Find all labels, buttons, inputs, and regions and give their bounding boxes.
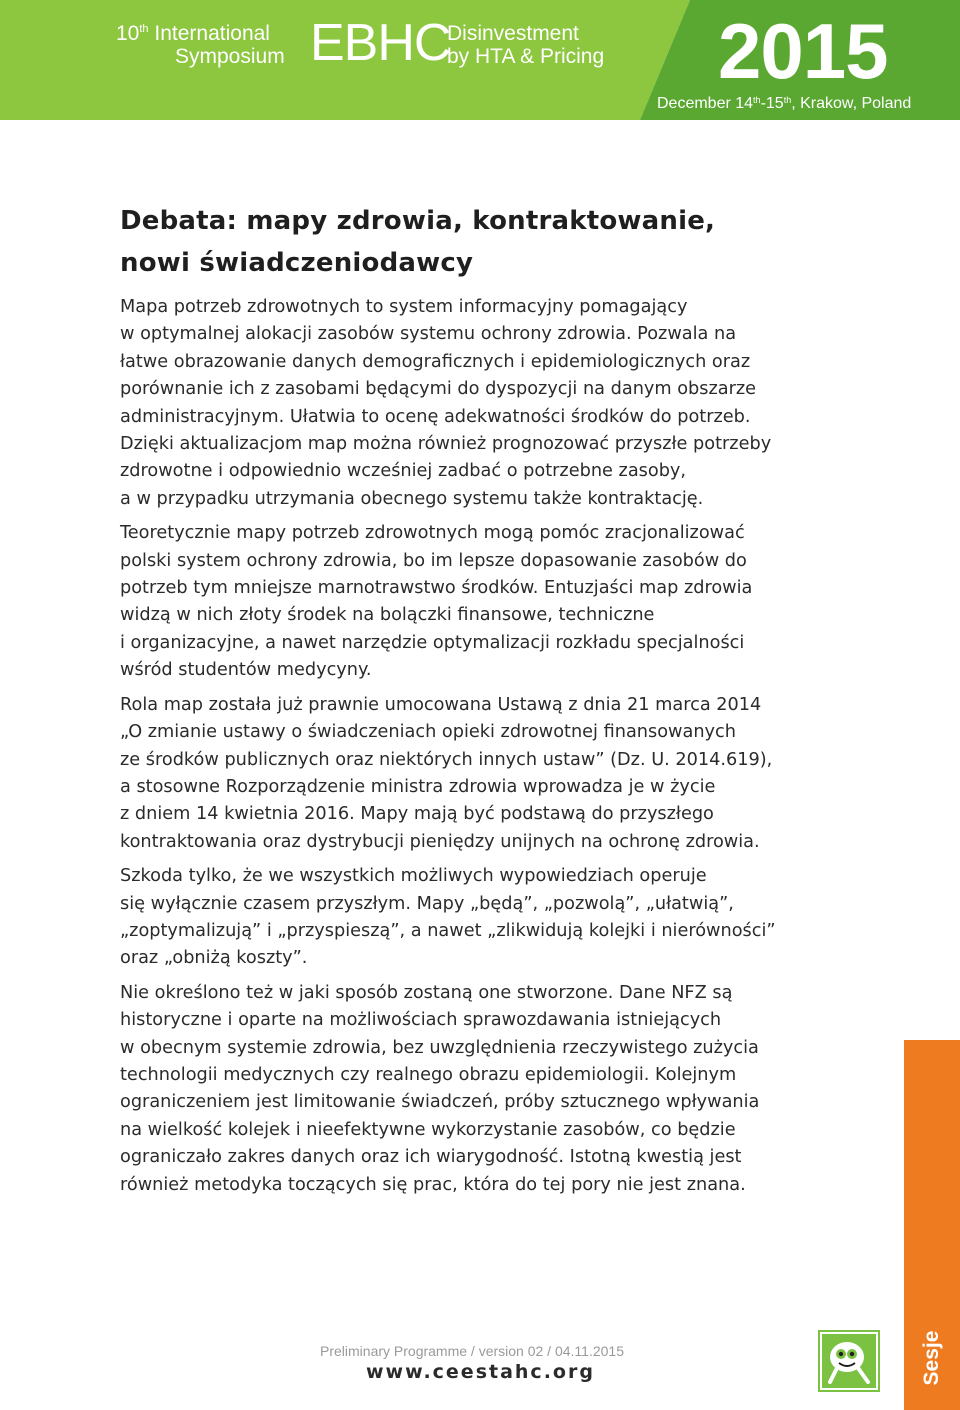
paragraph-line: i organizacyjne, a nawet narzędzie optymalizacji rozkładu specjalności [120, 632, 745, 653]
paragraph-line: „O zmianie ustawy o świadczeniach opieki zdrowotnej finansowanych [120, 722, 736, 743]
topic-label [447, 22, 604, 68]
paragraph-line: potrzeb tym mniejsze marnotrawstwo środków. Entuzjaści map zdrowia [120, 578, 753, 599]
article [120, 200, 840, 1206]
symposium-line1: International [154, 22, 270, 45]
event-year: 2015 [718, 7, 888, 95]
article-paragraph [120, 294, 840, 513]
paragraph-line: ze środków publicznych oraz niektórych innych ustaw” (Dz. U. 2014.619), [120, 749, 773, 770]
paragraph-line: w optymalnej alokacji zasobów systemu ochrony zdrowia. Pozwala na [120, 324, 737, 345]
paragraph-line: Dzięki aktualizacjom map można również prognozować przyszłe potrzeby [120, 434, 772, 455]
paragraph-line: widzą w nich złoty środek na bolączki finansowe, techniczne [120, 605, 655, 626]
paragraph-line: Mapa potrzeb zdrowotnych to system informacyjny pomagający [120, 297, 688, 317]
paragraph-line: łatwe obrazowanie danych demograficznych i epidemiologicznych oraz [120, 351, 751, 372]
article-paragraph [120, 520, 840, 684]
paragraph-line: Szkoda tylko, że we wszystkich możliwych wypowiedziach operuje [120, 866, 707, 887]
edition-number: 10 [116, 22, 140, 45]
symposium-line2: Symposium [175, 45, 285, 68]
paragraph-line: historyczne i oparte na możliwościach sprawozdawania istniejących [120, 1010, 722, 1031]
paragraph-line: oraz „obniżą koszty”. [120, 948, 308, 969]
paragraph-line: kontraktowania oraz dystrybucji pieniędzy unijnych na ochronę zdrowia. [120, 831, 760, 852]
article-title [120, 200, 840, 284]
paragraph-line: również metodyka toczących się prac, która do tej pory nie jest znana. [120, 1174, 746, 1195]
title-line: Debata: mapy zdrowia, kontraktowanie, [120, 206, 716, 236]
brand-ebhc: EBHC [310, 14, 451, 72]
paragraph-line: Rola map została już prawnie umocowana Ustawą z dnia 21 marca 2014 [120, 694, 762, 715]
paragraph-line: z dniem 14 kwietnia 2016. Mapy mają być podstawą do przyszłego [120, 804, 714, 825]
edition-suffix: th [139, 23, 149, 35]
website-link[interactable]: www.ceestahc.org [366, 1361, 595, 1383]
section-label: Sesje [920, 1330, 943, 1386]
date-mid: -15 [760, 95, 784, 112]
date-prefix: December 14 [657, 95, 754, 112]
paragraph-line: administracyjnym. Ułatwia to ocenę adekwatności środków do potrzeb. [120, 406, 751, 427]
version-note: Preliminary Programme / version 02 / 04.11.2015 [320, 1343, 624, 1359]
event-date [657, 94, 911, 114]
article-body [120, 294, 840, 1199]
topic-line1: Disinvestment [447, 22, 579, 45]
paragraph-line: polski system ochrony zdrowia, bo im lepsze dopasowanie zasobów do [120, 550, 747, 571]
paragraph-line: ograniczało zakres danych oraz ich wiarygodność. Istotną kwestią jest [120, 1147, 742, 1168]
paragraph-line: „zoptymalizują” i „przyspieszą”, a nawet „zlikwidują kolejki i nierówności” [120, 920, 776, 941]
paragraph-line: a stosowne Rozporządzenie ministra zdrowia wprowadza je w życie [120, 776, 716, 797]
paragraph-line: ograniczeniem jest limitowanie świadczeń, próby sztucznego wpływania [120, 1092, 760, 1113]
hta-mascot-logo-icon [818, 1330, 880, 1392]
paragraph-line: a w przypadku utrzymania obecnego systemu także kontraktację. [120, 488, 704, 509]
paragraph-line: wśród studentów medycyny. [120, 660, 372, 681]
topic-line2: by HTA & Pricing [447, 45, 605, 68]
paragraph-line: technologii medycznych czy realnego obrazu epidemiologii. Kolejnym [120, 1064, 737, 1085]
symposium-label [116, 22, 285, 68]
paragraph-line: w obecnym systemie zdrowia, bez uwzględnienia rzeczywistego zużycia [120, 1037, 759, 1058]
header-banner [0, 0, 960, 120]
date-sup2: th [783, 95, 792, 105]
paragraph-line: na wielkość kolejek i nieefektywne wykorzystanie zasobów, co będzie [120, 1119, 736, 1140]
paragraph-line: zdrowotne i odpowiednio wcześniej zadbać o potrzebne zasoby, [120, 461, 687, 482]
paragraph-line: się wyłącznie czasem przyszłym. Mapy „będą”, „pozwolą”, „ułatwią”, [120, 893, 734, 914]
article-paragraph [120, 863, 840, 973]
article-paragraph [120, 980, 840, 1199]
paragraph-line: porównanie ich z zasobami będącymi do dyspozycji na danym obszarze [120, 379, 757, 400]
title-line: nowi świadczeniodawcy [120, 248, 474, 278]
date-sup1: th [753, 95, 761, 105]
paragraph-line: Nie określono też w jaki sposób zostaną one stworzone. Dane NFZ są [120, 982, 733, 1003]
article-paragraph [120, 692, 840, 856]
paragraph-line: Teoretycznie mapy potrzeb zdrowotnych mogą pomóc zracjonalizować [120, 523, 745, 544]
date-suffix: , Krakow, Poland [791, 95, 912, 112]
